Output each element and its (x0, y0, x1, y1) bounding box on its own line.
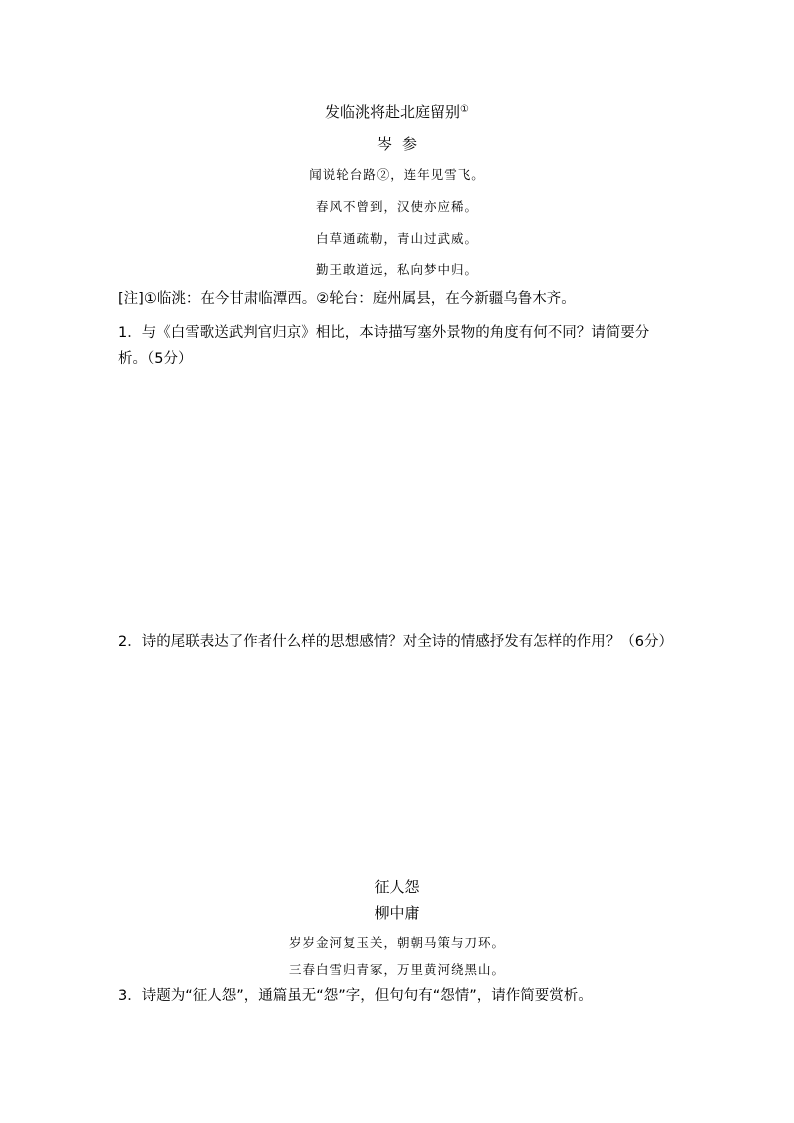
poem-annotation: [注]①临洮：在今甘肃临潭西。②轮台：庭州属县，在今新疆乌鲁木齐。 (118, 291, 576, 307)
question-2: 2．诗的尾联表达了作者什么样的思想感情？对全诗的情感抒发有怎样的作用？（6分） (118, 634, 673, 650)
poem-title-text: 发临洮将赴北庭留别 (325, 103, 461, 121)
question-1: 1．与《白雪歌送武判官归京》相比，本诗描写塞外景物的角度有何不同？请简要分析。（5分） (118, 325, 650, 367)
poem-line: 春风不曾到，汉使亦应稀。 (315, 199, 478, 214)
poem-line: 白草通疏勒，青山过武威。 (315, 231, 478, 246)
poem-title: 征人怨 (374, 878, 420, 896)
poem-line: 闻说轮台路②，连年见雪飞。 (309, 167, 485, 182)
poem-author: 岑参 (376, 135, 427, 153)
poem-line: 岁岁金河复玉关，朝朝马策与刀环。 (288, 935, 505, 950)
poem-line: 三春白雪归青冢，万里黄河绕黑山。 (288, 962, 505, 977)
poem-line: 勤王敢道远，私向梦中归。 (315, 262, 478, 277)
poem-title-footnote-mark: ① (460, 104, 469, 115)
poem-title (0, 101, 794, 122)
poem-author: 柳中庸 (374, 904, 420, 922)
question-3: 3．诗题为“征人怨”，通篇虽无“怨”字，但句句有“怨情”，请作简要赏析。 (118, 988, 593, 1004)
